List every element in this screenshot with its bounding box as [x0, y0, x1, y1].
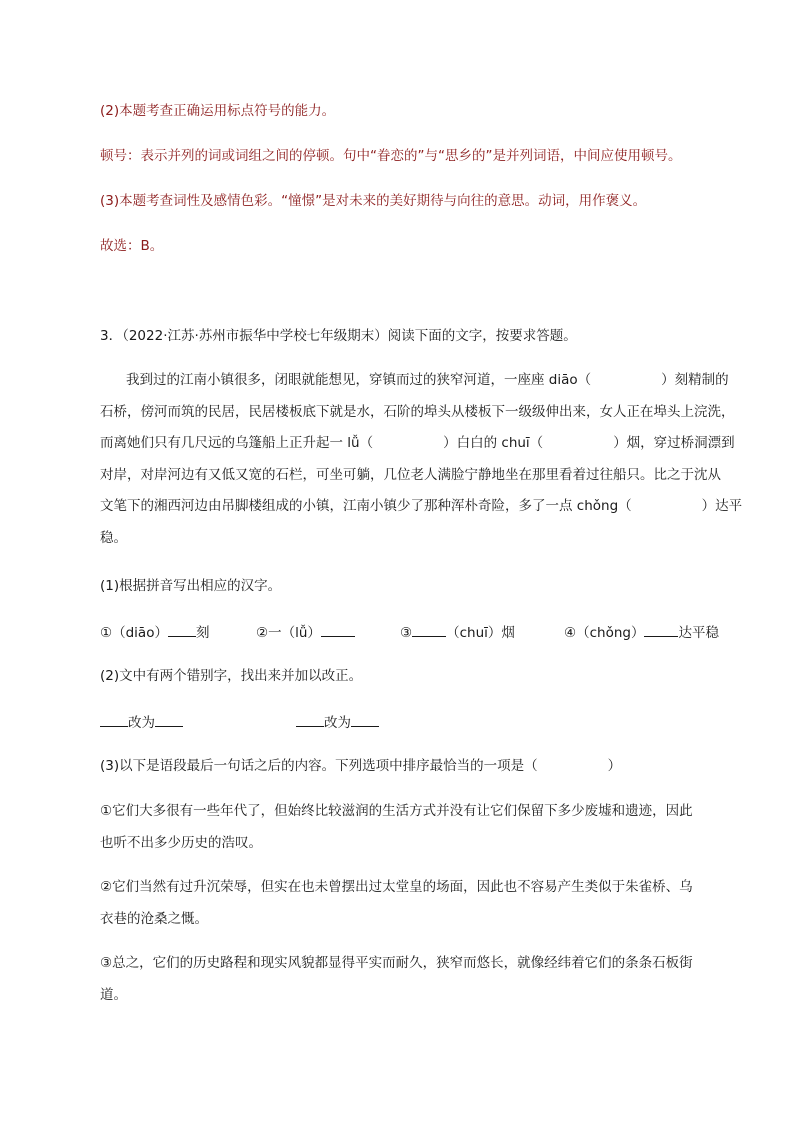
analysis-point-2: (2)本题考查正确运用标点符号的能力。: [100, 103, 336, 119]
passage-text: ）白白的 chuī（: [443, 435, 544, 451]
option-text: （chuī）烟: [446, 625, 515, 641]
prompt-text: (3)以下是语段最后一句话之后的内容。下列选项中排序最恰当的一项是（: [100, 758, 538, 774]
q3-sentence-1: [100, 796, 730, 859]
passage-text: 文笔下的湘西河边由吊脚楼组成的小镇，江南小镇少了那种浑朴奇险，多了一点 chǒng（: [100, 498, 632, 514]
q2-prompt: (2)文中有两个错别字，找出来并加以改正。: [100, 668, 363, 684]
passage-row-3: [100, 428, 735, 460]
prompt-text: ）: [607, 758, 622, 774]
q2-correction-2: [296, 711, 379, 733]
answer-blank[interactable]: [644, 621, 678, 637]
sentence-line: 也听不出多少历史的浩叹。: [100, 834, 262, 851]
q3-sentence-3: [100, 948, 730, 1011]
q3-prompt: [100, 756, 621, 776]
answer-blank[interactable]: [100, 711, 128, 727]
option-text: ①（diāo）: [100, 625, 168, 641]
sentence-line: ①它们大多很有一些年代了，但始终比较滋润的生活方式并没有让它们保留下多少废墟和遗迹，因此: [100, 803, 693, 819]
option-text: 刻: [195, 625, 210, 641]
answer-blank[interactable]: [321, 621, 355, 637]
option-text: 达平稳: [678, 625, 719, 641]
passage-text: ）达平: [701, 498, 743, 514]
q1-option-3: [400, 621, 515, 643]
analysis-dunhao: 顿号：表示并列的词或词组之间的停顿。句中“眷恋的”与“思乡的”是并列词语，中间应使用顿号。: [100, 148, 682, 164]
q2-correction-1: [100, 711, 183, 733]
analysis-answer: 故选：B。: [100, 238, 164, 254]
sentence-line: 衣巷的沧桑之慨。: [100, 910, 208, 927]
sentence-line: 道。: [100, 986, 127, 1003]
passage-text: 我到过的江南小镇很多，闭眼就能想见，穿镇而过的狭窄河道，一座座 diāo（: [126, 372, 592, 388]
q1-option-2: [256, 621, 355, 643]
option-text: 改为: [324, 715, 351, 731]
answer-blank[interactable]: [351, 711, 379, 727]
option-text: 改为: [128, 715, 155, 731]
passage-row-5: [100, 491, 743, 523]
passage-text: ）烟，穿过桥洞漂到: [613, 435, 735, 451]
question-header: 3．（2022·江苏·苏州市振华中学校七年级期末）阅读下面的文字，按要求答题。: [100, 328, 577, 344]
answer-blank[interactable]: [155, 711, 183, 727]
passage-row-6: 稳。: [100, 529, 127, 546]
analysis-point-3: (3)本题考查词性及感情色彩。“憧憬”是对未来的美好期待与向往的意思。动词，用作褒义。: [100, 193, 647, 209]
passage-row-1: [100, 365, 730, 397]
passage-text: ）刻精制的: [661, 372, 729, 388]
q3-sentence-2: [100, 872, 730, 935]
answer-blank[interactable]: [168, 621, 196, 637]
answer-blank[interactable]: [296, 711, 324, 727]
q1-option-4: [564, 621, 719, 643]
option-text: ②一（lǚ）: [256, 625, 321, 641]
passage-text: 而离她们只有几尺远的乌篷船上正升起一 lǚ（: [100, 435, 374, 451]
option-text: ③: [400, 625, 413, 641]
sentence-line: ②它们当然有过升沉荣辱，但实在也未曾摆出过太堂皇的场面，因此也不容易产生类似于朱雀桥、乌: [100, 879, 693, 895]
reading-passage: [100, 365, 743, 554]
option-text: ④（chǒng）: [564, 625, 645, 641]
passage-row-4: 对岸，对岸河边有又低又宽的石栏，可坐可躺，几位老人满脸宁静地坐在那里看着过往船只。比之于沈从: [100, 466, 721, 483]
q1-option-1: [100, 621, 209, 643]
passage-row-2: 石桥，傍河而筑的民居，民居楼板底下就是水，石阶的埠头从楼板下一级级伸出来，女人正在埠头上浣洗，: [100, 403, 735, 420]
q1-prompt: (1)根据拼音写出相应的汉字。: [100, 578, 282, 594]
answer-blank[interactable]: [412, 621, 446, 637]
sentence-line: ③总之，它们的历史路程和现实风貌都显得平实而耐久，狭窄而悠长，就像经纬着它们的条条石板街: [100, 955, 693, 971]
